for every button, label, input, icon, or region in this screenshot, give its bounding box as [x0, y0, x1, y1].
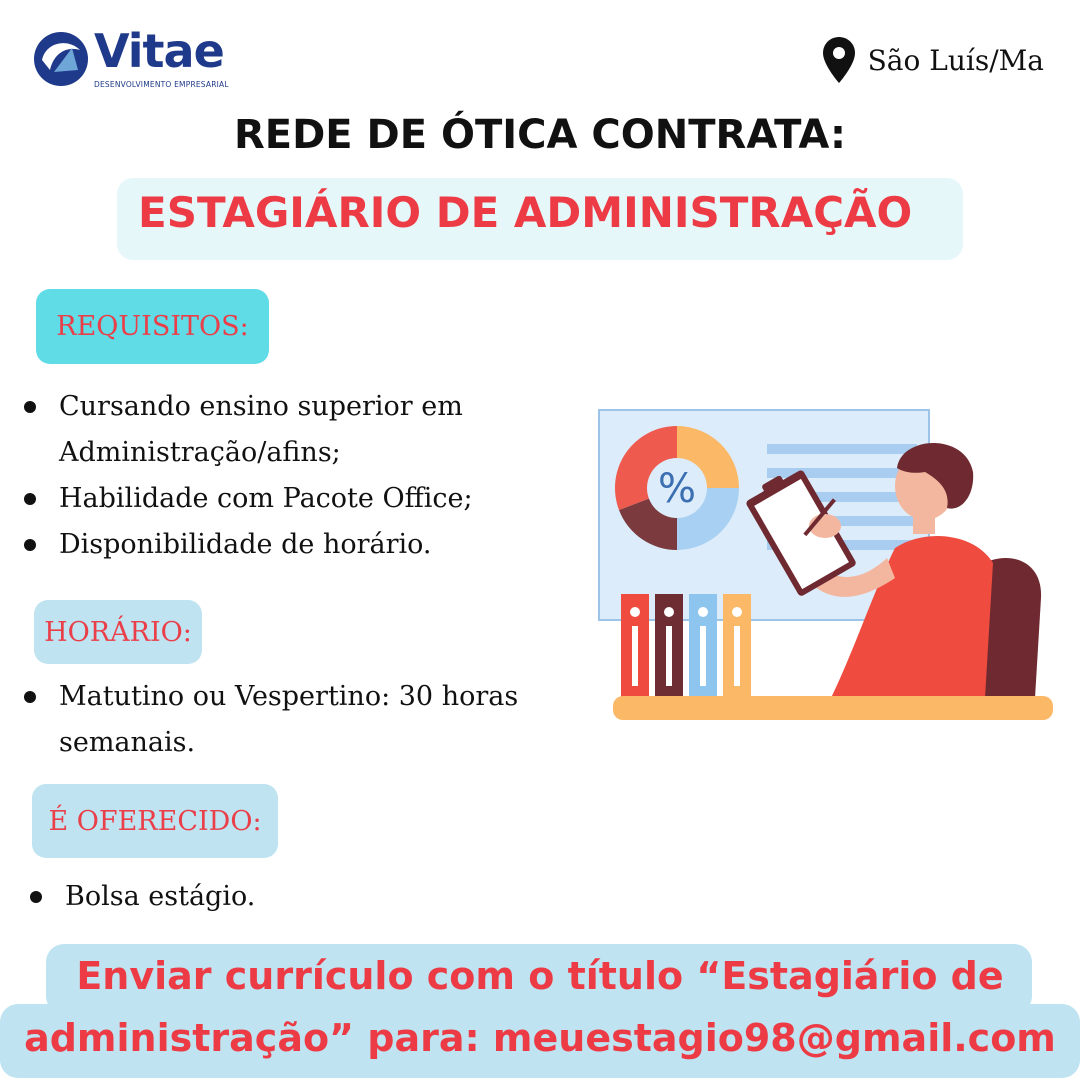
office-worker-illustration [595, 408, 1055, 728]
cta-line-2: administração” para: meuestagio98@gmail.com [24, 1016, 1056, 1060]
list-item: Matutino ou Vespertino: 30 horas semanais. [24, 674, 584, 766]
brand-tagline: DESENVOLVIMENTO EMPRESARIAL [94, 80, 229, 89]
pie-chart-label: % [657, 466, 697, 512]
schedule-tag: HORÁRIO: [34, 600, 202, 664]
requirements-tag: REQUISITOS: [36, 289, 269, 364]
map-pin-icon [822, 36, 856, 84]
requirements-list [24, 384, 534, 568]
location-text: São Luís/Ma [867, 43, 1044, 77]
logo-mark-icon [32, 30, 90, 88]
list-item: Cursando ensino superior em Administração/afins; [24, 384, 534, 476]
brand-name: Vitae [94, 24, 224, 78]
list-item: Bolsa estágio. [30, 874, 430, 920]
list-item: Habilidade com Pacote Office; [24, 476, 534, 522]
desk [613, 696, 1053, 720]
offered-tag: É OFERECIDO: [32, 784, 278, 858]
pie-chart-icon [615, 426, 739, 550]
list-item: Disponibilidade de horário. [24, 522, 534, 568]
offered-list [30, 874, 430, 920]
headline: REDE DE ÓTICA CONTRATA: [233, 112, 847, 158]
brand-logo [32, 24, 242, 92]
role-title: ESTAGIÁRIO DE ADMINISTRAÇÃO [138, 188, 913, 237]
schedule-list [24, 674, 584, 766]
cta-line-1: Enviar currículo com o título “Estagiário de [76, 954, 1004, 998]
location [822, 36, 1044, 84]
